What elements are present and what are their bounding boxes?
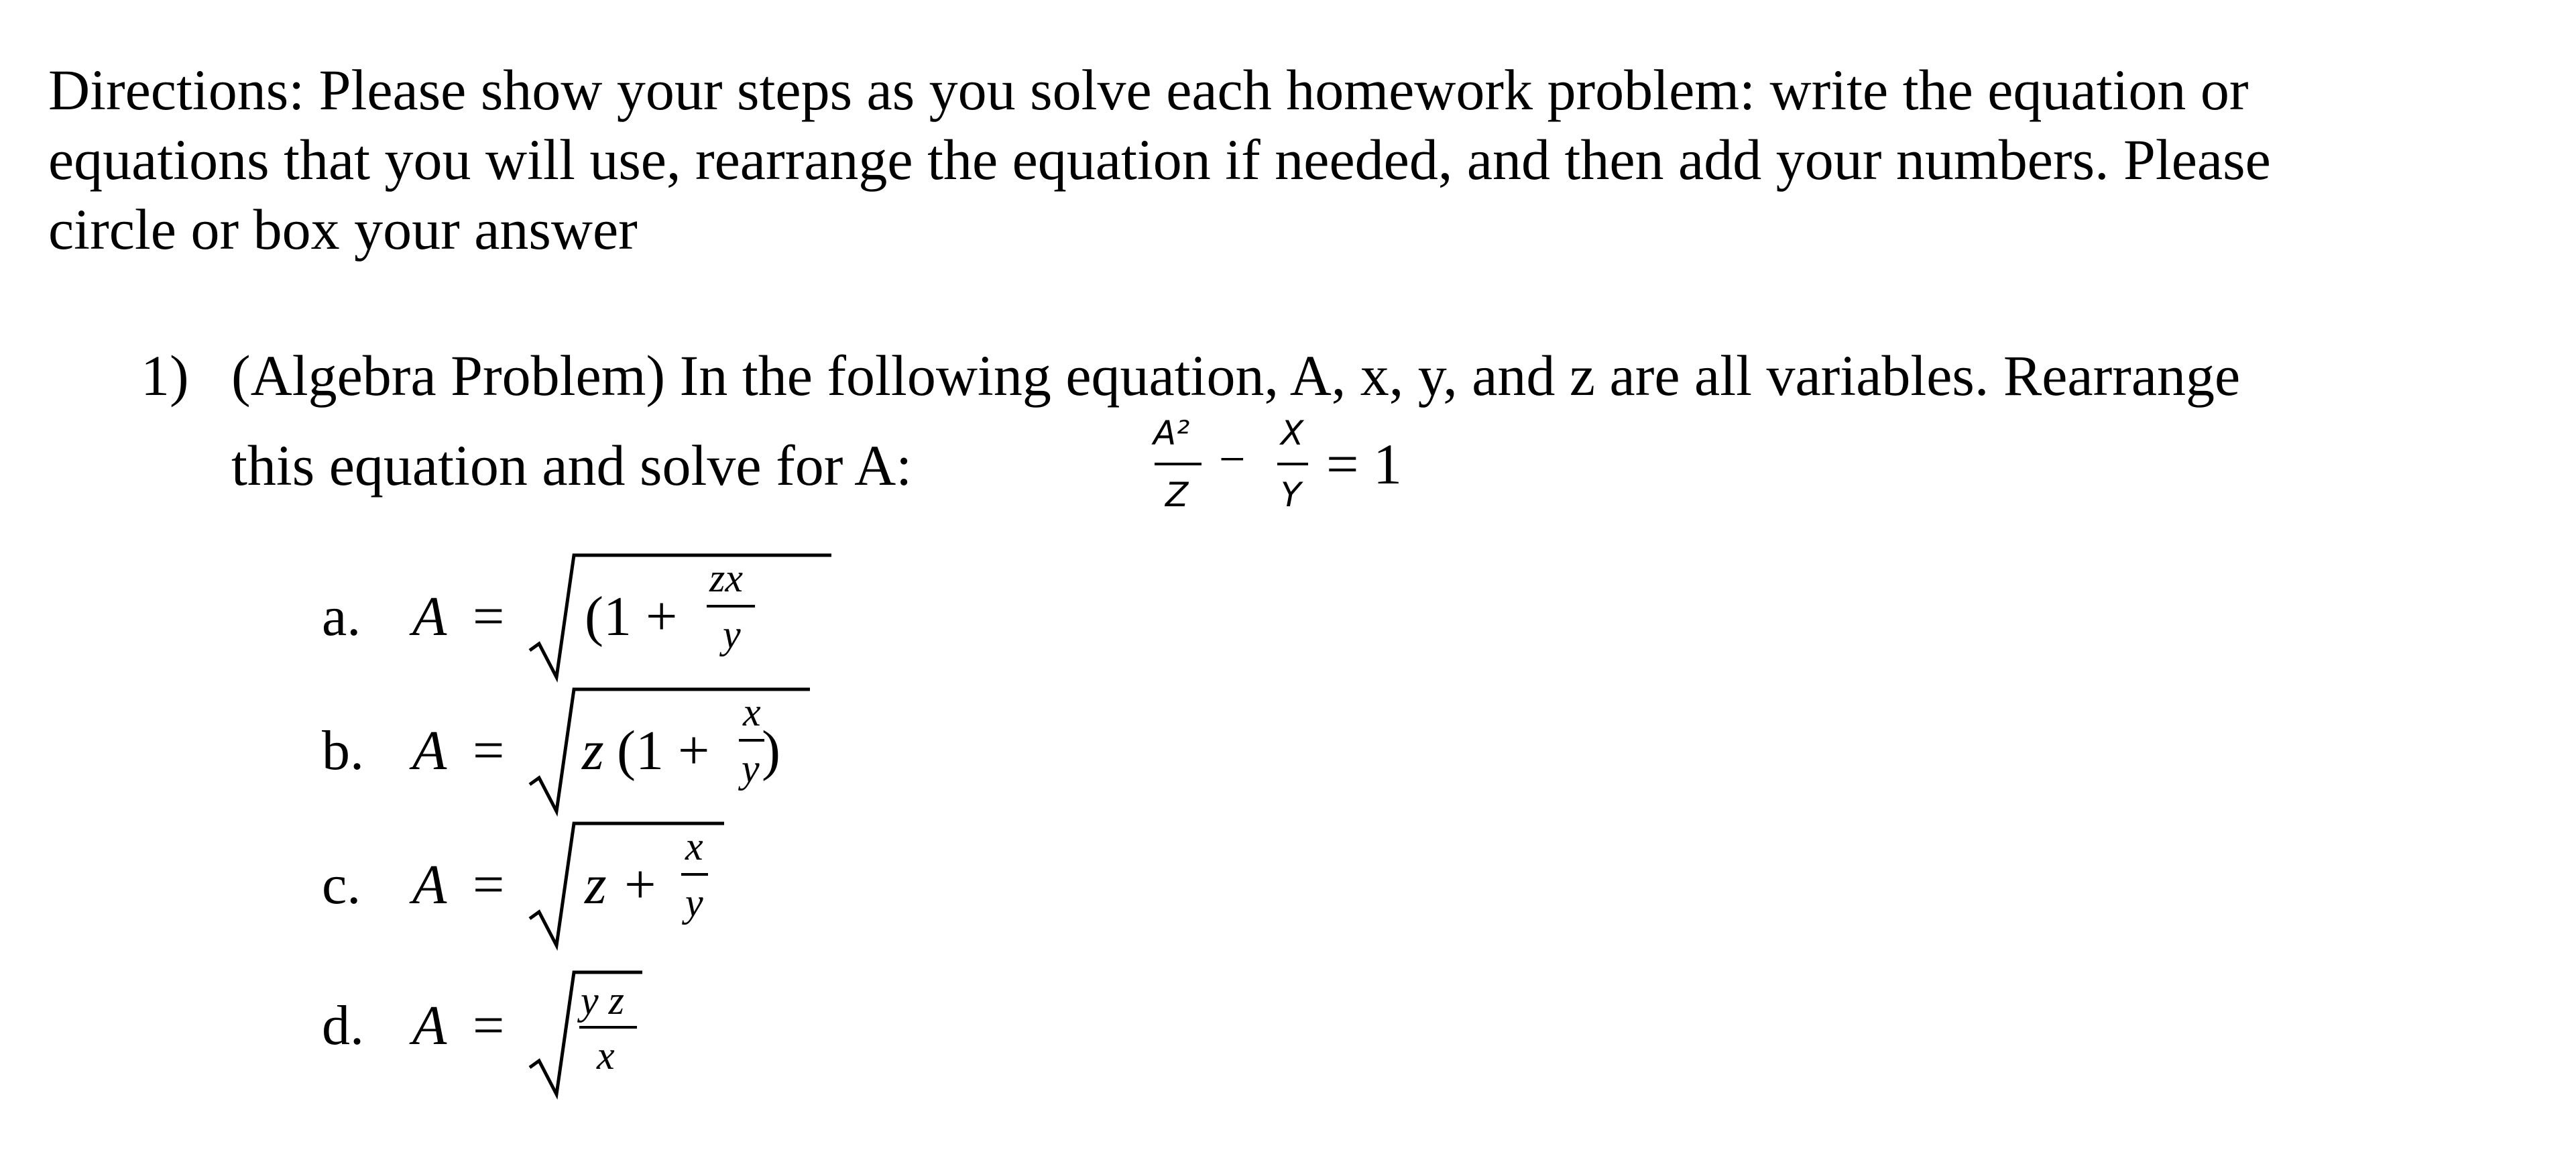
radicand-z: z	[582, 719, 604, 782]
equation-fraction-bar-2	[1277, 463, 1308, 465]
choice-lhs: A	[412, 994, 447, 1057]
directions-paragraph	[48, 55, 2462, 264]
choice-equals: =	[473, 994, 505, 1057]
directions-line-1: Directions: Please show your steps as you solve each homework problem: write the equation or	[48, 58, 2249, 122]
choice-equals: =	[473, 719, 505, 782]
choice-equals: =	[473, 585, 505, 648]
radicand-fraction-bar	[739, 739, 764, 742]
choice-letter: d.	[322, 994, 364, 1057]
square-root-icon	[530, 818, 838, 952]
radicand-denominator: y	[723, 612, 741, 656]
radicand-numerator: x	[685, 824, 703, 868]
choice-lhs: A	[412, 585, 447, 648]
choice-a	[322, 550, 1126, 684]
square-root-icon	[530, 550, 838, 684]
radicand-denominator: y	[742, 746, 760, 791]
choice-lhs: A	[412, 719, 447, 782]
radicand-fraction-bar	[707, 605, 755, 608]
equation-minus: −	[1219, 434, 1246, 485]
radicand-numerator: zx	[709, 556, 743, 600]
equation-numerator-2: X	[1281, 414, 1304, 453]
equation-rhs: = 1	[1326, 432, 1403, 496]
choice-d	[322, 952, 1126, 1086]
directions-line-2: equations that you will use, rearrange the equation if needed, and then add your numbers. Please	[48, 127, 2271, 192]
choice-letter: c.	[322, 854, 361, 916]
choice-letter: a.	[322, 585, 361, 648]
choice-equals: =	[473, 854, 505, 916]
radicand-prefix: z +	[585, 854, 659, 916]
equation-denominator-1: Z	[1165, 475, 1189, 514]
choice-letter: b.	[322, 719, 364, 782]
radicand-prefix: (1 +	[617, 719, 710, 782]
square-root-icon	[530, 967, 838, 1101]
equation-fraction-bar-1	[1155, 463, 1202, 465]
radicand-fraction-bar	[579, 1026, 637, 1029]
equation-numerator-1: A²	[1153, 414, 1190, 453]
problem-text-line-1: (Algebra Problem) In the following equation, A, x, y, and z are all variables. Rearrange	[231, 343, 2241, 408]
radicand-numerator: y z	[581, 978, 624, 1023]
choice-c	[322, 818, 1126, 952]
choice-b	[322, 684, 1126, 818]
directions-line-3: circle or box your answer	[48, 197, 638, 262]
radicand-suffix: )	[762, 719, 780, 782]
radicand-prefix: (1 +	[585, 585, 678, 648]
choice-lhs: A	[412, 854, 447, 916]
radicand-numerator: x	[743, 690, 761, 734]
radicand-fraction-bar	[681, 873, 708, 876]
radicand-denominator: x	[597, 1033, 615, 1078]
problem-number: 1)	[141, 343, 189, 408]
main-equation	[1140, 401, 1448, 535]
problem-text-line-2: this equation and solve for A:	[231, 433, 913, 498]
equation-denominator-2: Y	[1281, 475, 1301, 514]
radicand-denominator: y	[685, 880, 703, 925]
